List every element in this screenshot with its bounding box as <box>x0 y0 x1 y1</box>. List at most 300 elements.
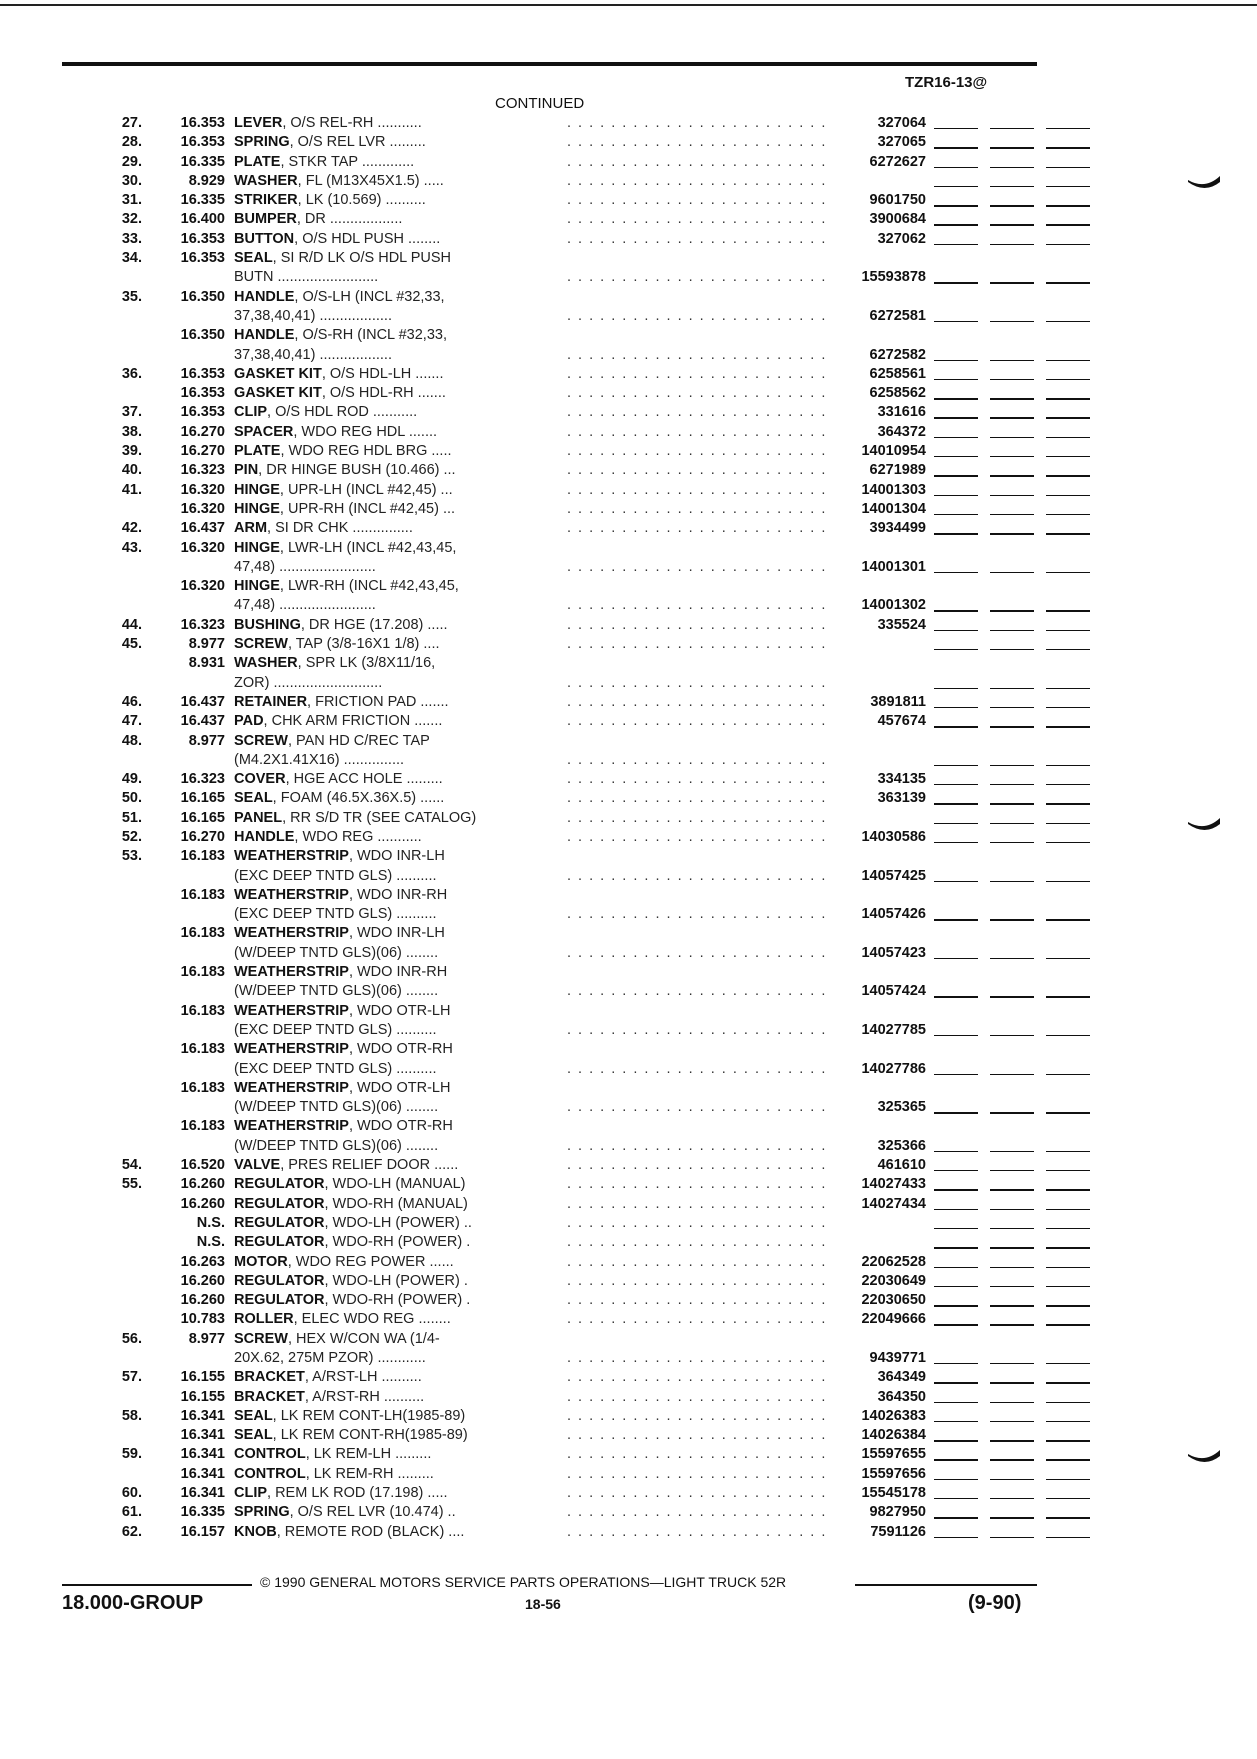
part-row <box>62 770 1042 789</box>
blank-line <box>934 1402 978 1403</box>
catalog-number: 8.929 <box>188 172 225 189</box>
blank-line <box>934 1382 978 1383</box>
entry-blanks <box>934 1074 1094 1076</box>
blank-line <box>1046 495 1090 496</box>
part-name: HINGE <box>234 481 280 498</box>
part-description <box>234 1137 604 1156</box>
blank-line <box>934 456 978 457</box>
part-description <box>234 867 604 886</box>
part-detail: , DR HGE (17.208) ..... <box>300 616 448 633</box>
part-description <box>234 1098 604 1117</box>
part-row <box>62 828 1042 847</box>
blank-line <box>934 726 978 727</box>
catalog-number: 16.157 <box>180 1523 225 1540</box>
part-description <box>234 693 604 712</box>
part-description <box>234 1407 604 1426</box>
part-row <box>62 1214 1042 1233</box>
blank-line <box>934 1151 978 1152</box>
dot-leader: . . . . . . . . . . . . . . . . . . . . . . . . <box>567 616 827 633</box>
part-detail: , DR HINGE BUSH (10.466) ... <box>258 462 456 479</box>
part-description <box>234 249 604 268</box>
dot-leader: . . . . . . . . . . . . . . . . . . . . . . . . <box>567 385 827 402</box>
dot-leader: . . . . . . . . . . . . . . . . . . . . . . . . <box>567 558 827 575</box>
part-detail: , LK REM-LH ......... <box>305 1446 432 1463</box>
part-number: 325366 <box>877 1137 926 1154</box>
copyright-notice: © 1990 GENERAL MOTORS SERVICE PARTS OPERATIONS—LIGHT TRUCK 52R <box>260 1574 787 1590</box>
part-detail: , O/S HDL ROD ........... <box>267 404 418 421</box>
blank-line <box>990 1363 1034 1364</box>
entry-blanks <box>934 1421 1094 1423</box>
blank-line <box>934 630 978 631</box>
blank-line <box>1046 1247 1090 1248</box>
part-detail: , UPR-RH (INCL #42,45) ... <box>279 500 456 517</box>
part-detail: , WDO-LH (POWER) .. <box>324 1214 472 1231</box>
item-number: 37. <box>121 404 142 421</box>
entry-blanks <box>934 688 1094 690</box>
blank-line <box>1046 610 1090 611</box>
part-name: HANDLE <box>234 828 295 845</box>
part-detail: ZOR) ........................... <box>234 674 383 691</box>
catalog-number: 16.263 <box>180 1253 225 1270</box>
part-description <box>234 326 604 345</box>
part-name: REGULATOR <box>234 1176 325 1193</box>
blank-line <box>990 1440 1034 1441</box>
entry-blanks <box>934 1537 1094 1539</box>
part-number: 14027785 <box>861 1021 926 1038</box>
part-row <box>62 1310 1042 1329</box>
part-row <box>62 153 1042 172</box>
dot-leader: . . . . . . . . . . . . . . . . . . . . . . . . <box>567 1485 827 1502</box>
part-name: ROLLER <box>234 1311 294 1328</box>
entry-blanks <box>934 1479 1094 1481</box>
part-description <box>234 1060 604 1079</box>
part-description <box>234 982 604 1001</box>
dot-leader: . . . . . . . . . . . . . . . . . . . . . . . . <box>567 983 827 1000</box>
blank-line <box>934 1112 978 1113</box>
blank-line <box>990 514 1034 515</box>
dot-leader: . . . . . . . . . . . . . . . . . . . . . . . . <box>567 1021 827 1038</box>
item-number: 42. <box>121 520 142 537</box>
dot-leader: . . . . . . . . . . . . . . . . . . . . . . . . <box>567 307 827 324</box>
part-description <box>234 1484 604 1503</box>
blank-line <box>934 803 978 804</box>
blank-line <box>990 610 1034 611</box>
entry-blanks <box>934 707 1094 709</box>
entry-blanks <box>934 1440 1094 1442</box>
part-detail: , LWR-RH (INCL #42,43,45, <box>279 578 459 595</box>
blank-line <box>990 1228 1034 1229</box>
blank-line <box>990 1459 1034 1460</box>
dot-leader: . . . . . . . . . . . . . . . . . . . . . . . . <box>567 1234 827 1251</box>
part-description <box>234 307 604 326</box>
blank-line <box>934 495 978 496</box>
part-name: MOTOR <box>234 1253 288 1270</box>
catalog-number: 16.260 <box>180 1195 225 1212</box>
blank-line <box>934 437 978 438</box>
entry-blanks <box>934 1228 1094 1230</box>
blank-line <box>934 1363 978 1364</box>
entry-blanks <box>934 842 1094 844</box>
part-detail: , FOAM (46.5X.36X.5) ...... <box>272 790 445 807</box>
part-number: 9827950 <box>869 1504 926 1521</box>
part-row <box>62 1291 1042 1310</box>
part-name: BRACKET <box>234 1388 305 1405</box>
part-description <box>234 481 604 500</box>
part-number: 6271989 <box>869 462 926 479</box>
part-detail: , LK (10.569) .......... <box>297 192 426 209</box>
part-row <box>62 1040 1042 1059</box>
part-detail: , O/S HDL PUSH ........ <box>294 230 441 247</box>
part-row <box>62 1233 1042 1252</box>
part-row <box>62 307 1042 326</box>
part-row <box>62 1098 1042 1117</box>
entry-blanks <box>934 996 1094 998</box>
blank-line <box>934 1228 978 1229</box>
part-description <box>234 114 604 133</box>
dot-leader: . . . . . . . . . . . . . . . . . . . . . . . . <box>567 1292 827 1309</box>
part-detail: , FRICTION PAD ....... <box>307 693 449 710</box>
catalog-number: 16.260 <box>180 1272 225 1289</box>
dot-leader: . . . . . . . . . . . . . . . . . . . . . . . . <box>567 1060 827 1077</box>
item-number: 54. <box>121 1157 142 1174</box>
item-number: 27. <box>121 115 142 131</box>
part-row <box>62 712 1042 731</box>
blank-line <box>990 1498 1034 1499</box>
part-detail: , ELEC WDO REG ........ <box>293 1311 451 1328</box>
part-number: 14057423 <box>861 944 926 961</box>
dot-leader: . . . . . . . . . . . . . . . . . . . . . . . . <box>567 944 827 961</box>
part-detail: (W/DEEP TNTD GLS)(06) ........ <box>234 983 439 1000</box>
catalog-number: 16.320 <box>180 481 225 498</box>
item-number: 49. <box>121 771 142 788</box>
part-detail: , LK REM CONT-RH(1985-89) <box>272 1427 468 1444</box>
catalog-number: 16.323 <box>180 771 225 788</box>
part-description <box>234 1272 604 1291</box>
part-row <box>62 1484 1042 1503</box>
blank-line <box>990 437 1034 438</box>
part-name: SPACER <box>234 423 294 440</box>
catalog-number: 16.341 <box>180 1485 225 1502</box>
catalog-number: 16.341 <box>180 1446 225 1463</box>
footer-rule-right <box>855 1584 1037 1586</box>
part-number: 461610 <box>877 1157 926 1174</box>
item-number: 33. <box>121 230 142 247</box>
entry-blanks <box>934 1363 1094 1365</box>
part-name: HINGE <box>234 539 280 556</box>
part-description <box>234 1040 604 1059</box>
blank-line <box>1046 1382 1090 1383</box>
part-description <box>234 1388 604 1407</box>
part-detail: , REMOTE ROD (BLACK) .... <box>276 1523 465 1540</box>
catalog-number: 16.183 <box>180 848 225 865</box>
blank-line <box>1046 572 1090 573</box>
blank-line <box>990 919 1034 920</box>
blank-line <box>990 186 1034 187</box>
dot-leader: . . . . . . . . . . . . . . . . . . . . . . . . <box>567 346 827 363</box>
part-name: WEATHERSTRIP <box>234 848 349 865</box>
dot-leader: . . . . . . . . . . . . . . . . . . . . . . . . <box>567 172 827 189</box>
entry-blanks <box>934 1112 1094 1114</box>
blank-line <box>990 1324 1034 1325</box>
blank-line <box>990 244 1034 245</box>
part-name: WEATHERSTRIP <box>234 925 349 942</box>
part-name: SEAL <box>234 250 273 267</box>
part-number: 7591126 <box>870 1523 926 1540</box>
blank-line <box>934 688 978 689</box>
entry-blanks <box>934 282 1094 284</box>
part-description <box>234 1523 604 1542</box>
item-number: 28. <box>121 134 142 151</box>
part-description <box>234 1330 604 1349</box>
blank-line <box>990 1112 1034 1113</box>
item-number: 45. <box>121 636 142 653</box>
part-description <box>234 905 604 924</box>
part-detail: , SI R/D LK O/S HDL PUSH <box>272 250 452 267</box>
catalog-number: 16.353 <box>180 230 225 247</box>
part-row <box>62 674 1042 693</box>
part-name: CONTROL <box>234 1446 306 1463</box>
part-description <box>234 596 604 615</box>
part-detail: , A/RST-LH .......... <box>304 1369 422 1386</box>
entry-blanks <box>934 244 1094 246</box>
part-row <box>62 809 1042 828</box>
part-detail: , WDO REG HDL ....... <box>293 423 438 440</box>
part-number: 325365 <box>877 1099 926 1116</box>
part-name: BUSHING <box>234 616 301 633</box>
part-detail: , WDO-RH (POWER) . <box>324 1292 471 1309</box>
blank-line <box>1046 167 1090 168</box>
dot-leader: . . . . . . . . . . . . . . . . . . . . . . . . <box>567 1311 827 1328</box>
part-row <box>62 384 1042 403</box>
dot-leader: . . . . . . . . . . . . . . . . . . . . . . . . <box>567 1157 827 1174</box>
part-detail: (EXC DEEP TNTD GLS) .......... <box>234 1060 437 1077</box>
part-name: GASKET KIT <box>234 385 322 402</box>
item-number: 48. <box>121 732 142 749</box>
dot-leader: . . . . . . . . . . . . . . . . . . . . . . . . <box>567 520 827 537</box>
item-number: 29. <box>121 153 142 170</box>
entry-blanks <box>934 1517 1094 1519</box>
catalog-number: N.S. <box>196 1214 225 1231</box>
part-row <box>62 905 1042 924</box>
part-row <box>62 481 1042 500</box>
part-number: 9439771 <box>869 1350 926 1366</box>
blank-line <box>934 1286 978 1287</box>
entry-blanks <box>934 823 1094 825</box>
part-description <box>234 847 604 866</box>
part-number: 363139 <box>877 790 926 807</box>
part-detail: 20X.62, 275M PZOR) ............ <box>234 1350 426 1366</box>
part-row <box>62 1195 1042 1214</box>
part-number: 14001301 <box>861 558 926 575</box>
blank-line <box>934 514 978 515</box>
blank-line <box>990 167 1034 168</box>
part-row <box>62 1253 1042 1272</box>
entry-blanks <box>934 1286 1094 1288</box>
blank-line <box>990 533 1034 534</box>
blank-line <box>934 1459 978 1460</box>
blank-line <box>934 244 978 245</box>
part-description <box>234 1195 604 1214</box>
blank-line <box>1046 1498 1090 1499</box>
catalog-number: 16.335 <box>180 153 225 170</box>
item-number: 30. <box>121 172 142 189</box>
blank-line <box>1046 765 1090 766</box>
part-description <box>234 674 604 693</box>
part-row <box>62 1426 1042 1445</box>
blank-line <box>934 958 978 959</box>
part-description <box>234 539 604 558</box>
part-row <box>62 365 1042 384</box>
entry-blanks <box>934 495 1094 497</box>
blank-line <box>934 1305 978 1306</box>
part-number: 327064 <box>877 115 926 131</box>
part-detail: , RR S/D TR (SEE CATALOG) <box>282 809 477 826</box>
catalog-number: 16.400 <box>180 211 225 228</box>
part-number: 6272627 <box>869 153 926 170</box>
catalog-number: 16.183 <box>180 1118 225 1135</box>
dot-leader: . . . . . . . . . . . . . . . . . . . . . . . . <box>567 636 827 653</box>
part-description <box>234 1465 604 1484</box>
part-description <box>234 1079 604 1098</box>
part-description <box>234 519 604 538</box>
part-detail: , LK REM-RH ......... <box>305 1465 434 1482</box>
entry-blanks <box>934 379 1094 381</box>
entry-blanks <box>934 1209 1094 1211</box>
blank-line <box>1046 842 1090 843</box>
dot-leader: . . . . . . . . . . . . . . . . . . . . . . . . <box>567 713 827 730</box>
blank-line <box>934 1537 978 1538</box>
part-detail: , LK REM CONT-LH(1985-89) <box>272 1407 466 1424</box>
catalog-number: 16.155 <box>180 1369 225 1386</box>
part-description <box>234 133 604 152</box>
dot-leader: . . . . . . . . . . . . . . . . . . . . . . . . <box>567 134 827 151</box>
part-name: SCREW <box>234 1330 288 1347</box>
entry-blanks <box>934 533 1094 535</box>
part-name: HINGE <box>234 500 280 517</box>
blank-line <box>990 630 1034 631</box>
item-number: 62. <box>121 1523 142 1540</box>
item-number: 31. <box>121 192 142 209</box>
part-row <box>62 1137 1042 1156</box>
dot-leader: . . . . . . . . . . . . . . . . . . . . . . . . <box>567 674 827 691</box>
part-name: WEATHERSTRIP <box>234 964 349 981</box>
blank-line <box>934 1498 978 1499</box>
part-description <box>234 210 604 229</box>
catalog-number: 8.931 <box>188 655 225 672</box>
part-row <box>62 963 1042 982</box>
part-detail: , WDO INR-LH <box>348 848 445 865</box>
part-detail: , LWR-LH (INCL #42,43,45, <box>279 539 457 556</box>
dot-leader: . . . . . . . . . . . . . . . . . . . . . . . . <box>567 1176 827 1193</box>
part-row <box>62 288 1042 307</box>
catalog-number: 8.977 <box>188 1330 225 1347</box>
part-row <box>62 1465 1042 1484</box>
part-description <box>234 828 604 847</box>
part-detail: , HEX W/CON WA (1/4- <box>287 1330 440 1347</box>
blank-line <box>990 803 1034 804</box>
blank-line <box>990 1402 1034 1403</box>
part-detail: , REM LK ROD (17.198) ..... <box>267 1485 448 1502</box>
part-detail: , WDO INR-RH <box>348 964 448 981</box>
part-name: WEATHERSTRIP <box>234 1079 349 1096</box>
part-number: 22030650 <box>861 1292 926 1309</box>
part-name: LEVER <box>234 115 283 131</box>
part-detail: 47,48) ........................ <box>234 558 376 575</box>
part-row <box>62 1388 1042 1407</box>
part-row <box>62 268 1042 287</box>
blank-line <box>990 1209 1034 1210</box>
catalog-number: 16.353 <box>180 365 225 382</box>
blank-line <box>1046 533 1090 534</box>
catalog-number: 16.520 <box>180 1157 225 1174</box>
blank-line <box>1046 186 1090 187</box>
blank-line <box>1046 784 1090 785</box>
blank-line <box>934 1440 978 1441</box>
catalog-number: 16.350 <box>180 288 225 305</box>
blank-line <box>1046 147 1090 148</box>
part-detail: , WDO OTR-RH <box>348 1041 453 1058</box>
part-description <box>234 172 604 191</box>
entry-blanks <box>934 765 1094 767</box>
part-row <box>62 944 1042 963</box>
dot-leader: . . . . . . . . . . . . . . . . . . . . . . . . <box>567 1427 827 1444</box>
parts-list <box>62 114 1042 1542</box>
part-name: STRIKER <box>234 192 298 209</box>
catalog-number: 16.437 <box>180 693 225 710</box>
blank-line <box>1046 1517 1090 1518</box>
blank-line <box>1046 1440 1090 1441</box>
part-description <box>234 751 604 770</box>
blank-line <box>990 1305 1034 1306</box>
part-name: SEAL <box>234 1407 273 1424</box>
part-row <box>62 114 1042 133</box>
part-description <box>234 423 604 442</box>
part-detail: (W/DEEP TNTD GLS)(06) ........ <box>234 944 439 961</box>
catalog-number: 16.270 <box>180 828 225 845</box>
entry-blanks <box>934 1498 1094 1500</box>
catalog-number: 16.183 <box>180 1041 225 1058</box>
part-detail: , WDO REG HDL BRG ..... <box>280 443 452 460</box>
part-row <box>62 867 1042 886</box>
catalog-number: 16.260 <box>180 1176 225 1193</box>
part-row <box>62 1175 1042 1194</box>
blank-line <box>934 1209 978 1210</box>
part-name: WEATHERSTRIP <box>234 886 349 903</box>
part-row <box>62 1272 1042 1291</box>
part-row <box>62 539 1042 558</box>
part-description <box>234 712 604 731</box>
blank-line <box>1046 1035 1090 1036</box>
blank-line <box>990 842 1034 843</box>
item-number: 57. <box>121 1369 142 1386</box>
part-detail: , O/S-RH (INCL #32,33, <box>294 327 447 344</box>
part-number: 364350 <box>877 1388 926 1405</box>
part-description <box>234 191 604 210</box>
entry-blanks <box>934 321 1094 323</box>
part-row <box>62 172 1042 191</box>
part-detail: , A/RST-RH .......... <box>304 1388 425 1405</box>
part-description <box>234 809 604 828</box>
part-description <box>234 1368 604 1387</box>
blank-line <box>1046 244 1090 245</box>
part-description <box>234 153 604 172</box>
part-description <box>234 403 604 422</box>
part-number: 6258562 <box>869 385 926 402</box>
catalog-number: 16.320 <box>180 578 225 595</box>
dot-leader: . . . . . . . . . . . . . . . . . . . . . . . . <box>567 693 827 710</box>
part-description <box>234 886 604 905</box>
part-detail: , O/S HDL-RH ....... <box>321 385 446 402</box>
